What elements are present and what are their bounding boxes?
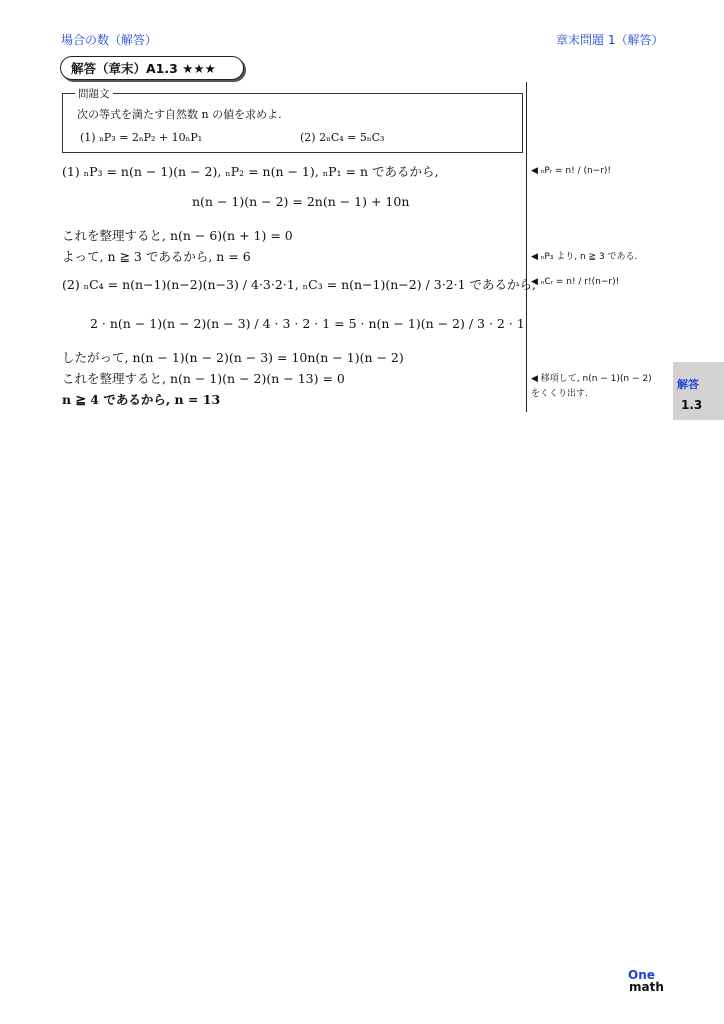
solution-line-1: (1) ₙP₃ = n(n − 1)(n − 2), ₙP₂ = n(n − 1), ₙP₁ = n であるから, <box>62 164 439 179</box>
solution-line-9: n ≧ 4 であるから, n = 13 <box>62 392 221 407</box>
side-note-4a: ◀ 移項して, n(n − 1)(n − 2) <box>531 374 652 384</box>
logo-line-1: One <box>628 968 655 982</box>
side-note-2: ◀ ₙP₃ より, n ≧ 3 である. <box>531 252 638 262</box>
solution-line-7: したがって, n(n − 1)(n − 2)(n − 3) = 10n(n − 1)(n − 2) <box>62 350 404 365</box>
header-left: 場合の数（解答） <box>61 33 158 47</box>
margin-divider <box>526 82 527 412</box>
solution-line-2: n(n − 1)(n − 2) = 2n(n − 1) + 10n <box>192 194 410 209</box>
problem-box <box>62 93 523 153</box>
side-note-3: ◀ ₙCᵣ = n! / r!(n−r)! <box>531 277 620 287</box>
section-tab-label: 解答 <box>677 378 699 391</box>
solution-line-3: これを整理すると, n(n − 6)(n + 1) = 0 <box>62 228 293 243</box>
problem-item-2: (2) 2ₙC₄ = 5ₙC₃ <box>300 131 385 144</box>
solution-line-4: よって, n ≧ 3 であるから, n = 6 <box>62 249 251 264</box>
side-note-1: ◀ ₙPᵣ = n! / (n−r)! <box>531 166 612 176</box>
answer-badge: 解答（章末）A1.3 ★★★ <box>60 56 244 80</box>
solution-line-6: 2 · n(n − 1)(n − 2)(n − 3) / 4 · 3 · 2 · 1 = 5 · n(n − 1)(n − 2) / 3 · 2 · 1 <box>90 316 525 331</box>
problem-item-1: (1) ₙP₃ = 2ₙP₂ + 10ₙP₁ <box>80 131 203 144</box>
section-tab-number: 1.3 <box>681 398 703 412</box>
problem-label: 問題文 <box>75 86 113 101</box>
solution-line-8: これを整理すると, n(n − 1)(n − 2)(n − 13) = 0 <box>62 371 345 386</box>
header-right: 章末問題 1（解答） <box>556 33 664 47</box>
logo-line-2: math <box>629 980 664 994</box>
side-note-4b: をくくり出す. <box>531 389 588 399</box>
problem-statement: 次の等式を満たす自然数 n の値を求めよ. <box>77 108 282 121</box>
solution-line-5: (2) ₙC₄ = n(n−1)(n−2)(n−3) / 4·3·2·1, ₙC₃ = n(n−1)(n−2) / 3·2·1 であるから, <box>62 277 536 292</box>
